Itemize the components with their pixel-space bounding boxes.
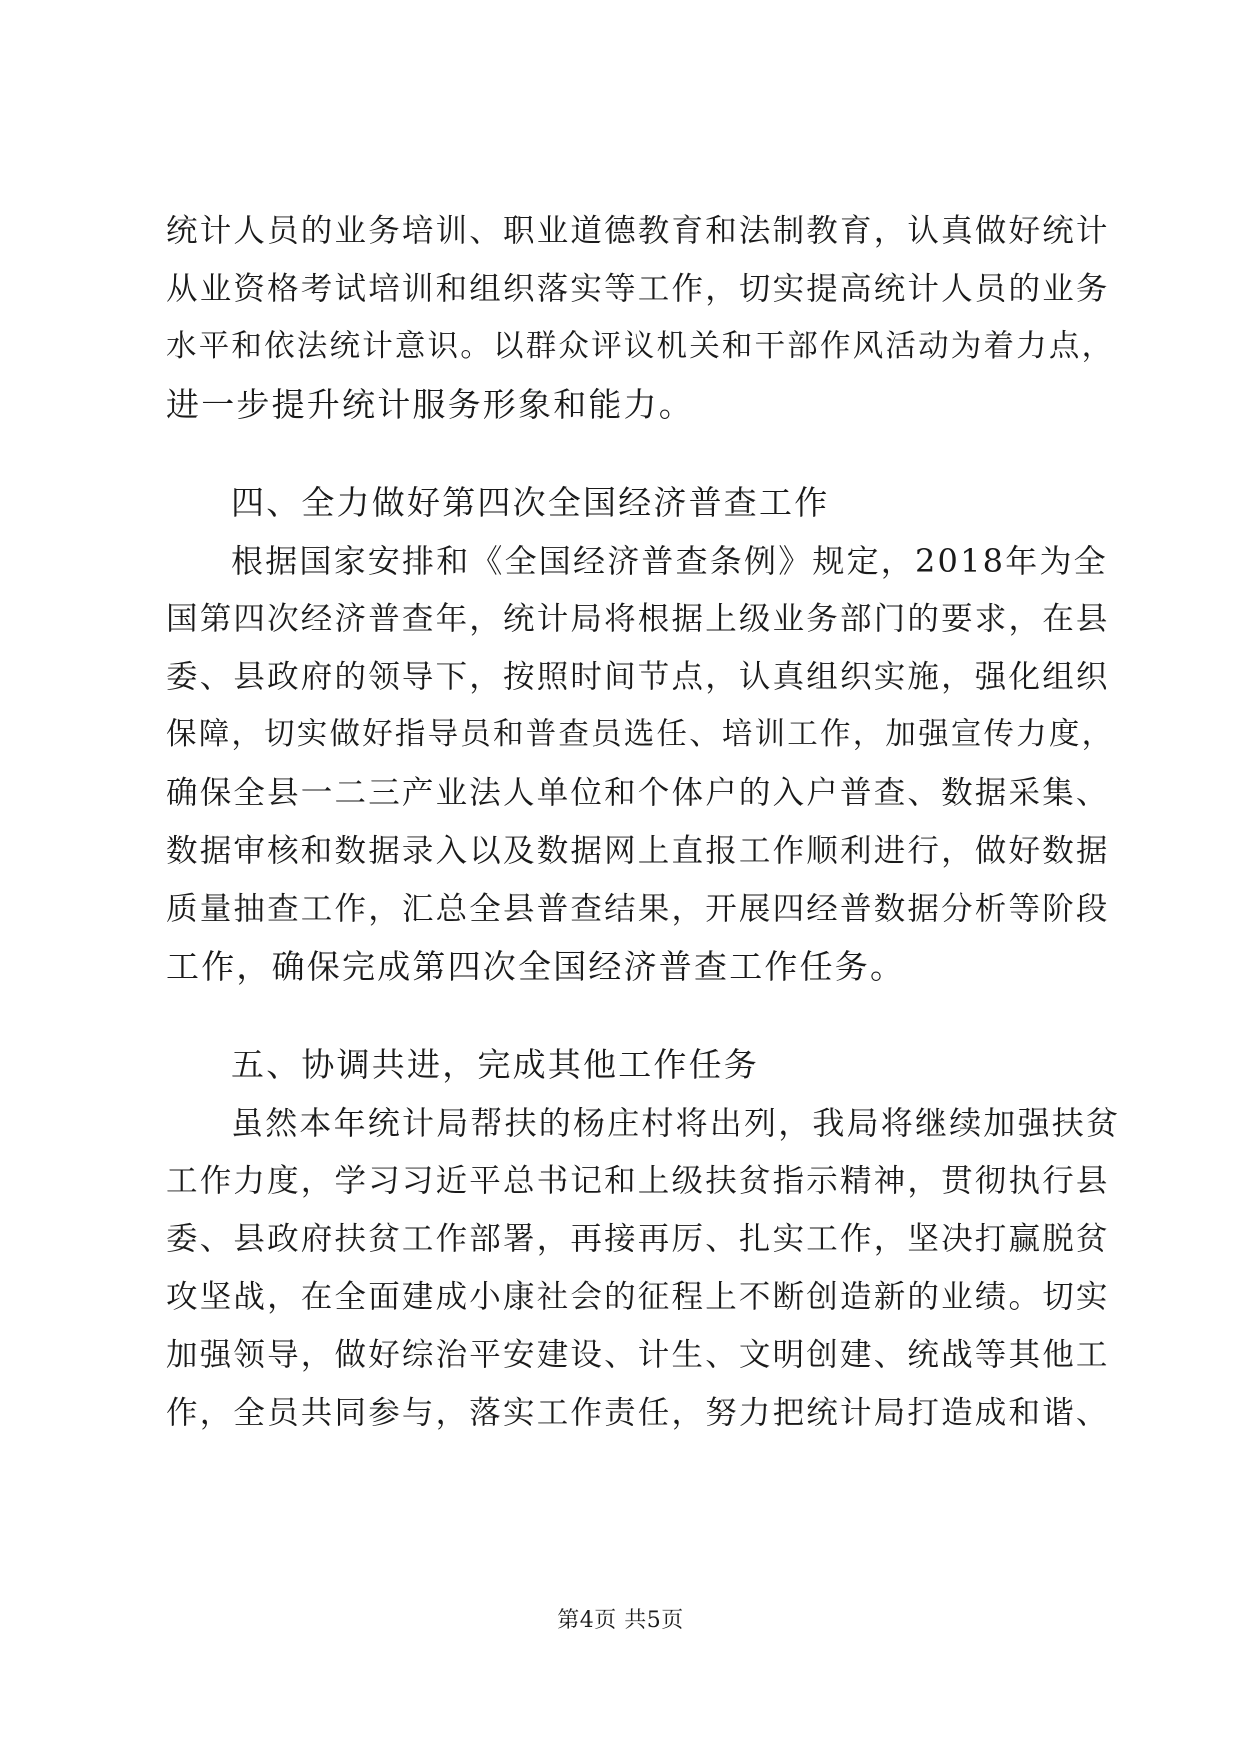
body-text-line: 进一步提升统计服务形象和能力。: [166, 385, 694, 424]
section-heading: 五、协调共进，完成其他工作任务: [231, 1045, 759, 1084]
section-heading: 四、全力做好第四次全国经济普查工作: [231, 483, 830, 522]
body-text-line: 确保全县一二三产业法人单位和个体户的入户普查、数据采集、: [166, 775, 1110, 811]
page-number-footer: 第4页 共5页: [557, 1608, 684, 1633]
body-text-line: 攻坚战，在全面建成小康社会的征程上不断创造新的业绩。切实: [166, 1279, 1110, 1315]
body-text-line: 工作，确保完成第四次全国经济普查工作任务。: [166, 947, 906, 986]
body-text-line: 委、县政府的领导下，按照时间节点，认真组织实施，强化组织: [166, 659, 1110, 695]
body-text-line: 加强领导，做好综治平安建设、计生、文明创建、统战等其他工: [166, 1337, 1110, 1373]
body-text-line: 质量抽查工作，汇总全县普查结果，开展四经普数据分析等阶段: [166, 891, 1110, 927]
body-text-line: 数据审核和数据录入以及数据网上直报工作顺利进行，做好数据: [166, 833, 1110, 869]
body-text-line: 保障，切实做好指导员和普查员选任、培训工作，加强宣传力度，: [166, 717, 1115, 752]
body-text-line: 统计人员的业务培训、职业道德教育和法制教育，认真做好统计: [166, 213, 1110, 249]
body-text-line: 委、县政府扶贫工作部署，再接再厉、扎实工作，坚决打赢脱贫: [166, 1221, 1110, 1257]
body-text-line: 水平和依法统计意识。以群众评议机关和干部作风活动为着力点，: [166, 329, 1115, 364]
body-text-line: 国第四次经济普查年，统计局将根据上级业务部门的要求，在县: [166, 601, 1110, 637]
body-text-line: 工作力度，学习习近平总书记和上级扶贫指示精神，贯彻执行县: [166, 1163, 1110, 1199]
body-text-line: 作，全员共同参与，落实工作责任，努力把统计局打造成和谐、: [166, 1395, 1110, 1431]
paragraph-first-line: 根据国家安排和《全国经济普查条例》规定，2018年为全: [231, 542, 1108, 580]
paragraph-first-line: 虽然本年统计局帮扶的杨庄村将出列，我局将继续加强扶贫: [231, 1104, 1121, 1142]
body-text-line: 从业资格考试培训和组织落实等工作，切实提高统计人员的业务: [166, 271, 1110, 307]
